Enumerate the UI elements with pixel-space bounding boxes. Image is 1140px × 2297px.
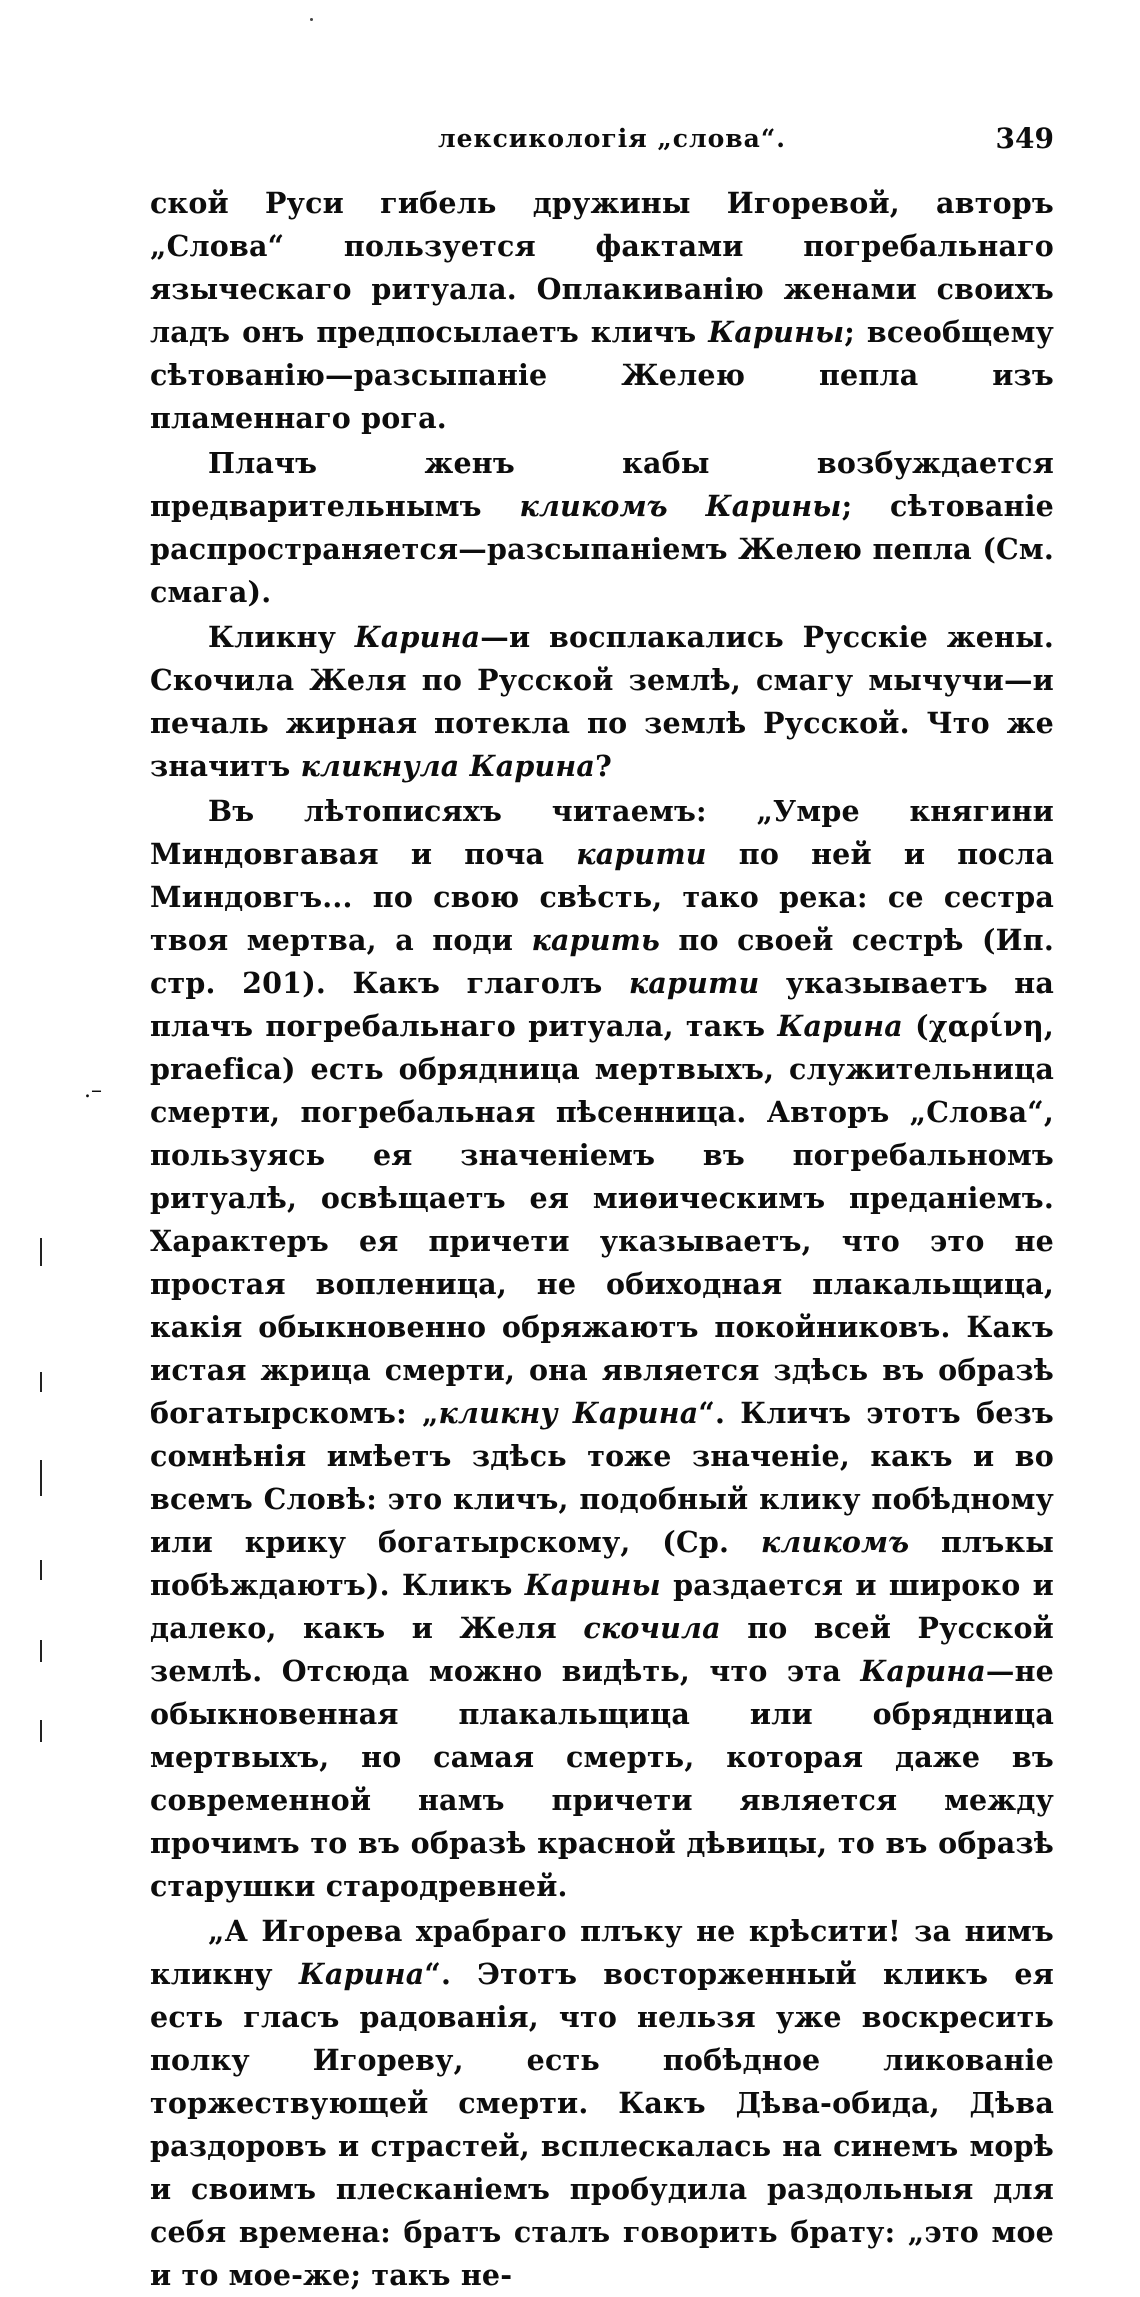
italic-term: Карины	[524, 1568, 661, 1602]
italic-term: кликомъ	[760, 1525, 910, 1559]
paragraph	[150, 790, 1054, 1908]
binding-mark	[40, 1460, 42, 1496]
binding-mark	[40, 1238, 42, 1266]
italic-term: кликну Карина	[438, 1396, 699, 1430]
text-run: —не обыкновенная плакальщица или обрядница мертвыхъ, но самая смерть, которая даже въ современной намъ причети является между прочимъ то въ образѣ красной дѣвицы, то въ образѣ старушки стародревней.	[150, 1654, 1054, 1903]
text-run: указываетъ на плачъ погребальнаго ритуала, такъ	[150, 966, 1054, 1043]
text-run: ской Руси гибель дружины Игоревой, авторъ „Слова“ пользуется фактами погребальнаго языческаго ритуала. Оплакиванію женами своихъ ладъ онъ предпосылаетъ кличъ	[150, 186, 1054, 349]
italic-term: Карины	[708, 315, 845, 349]
text-run: по своей сестрѣ (Ип. стр. 201). Какъ глаголъ	[150, 923, 1054, 1000]
text-run: „А Игорева храбраго плъку не крѣсити! за нимъ кликну	[150, 1914, 1054, 1991]
text-run: “. Кличъ этотъ безъ сомнѣнія имѣетъ здѣсь тоже значеніе, какъ и во всемъ Словѣ: это кличъ, подобный клику побѣдному или крику богатырскому, (Ср.	[150, 1396, 1054, 1559]
page-number: 349	[995, 122, 1054, 155]
italic-term: Карина	[354, 620, 481, 654]
text-run: —и восплакались Русскіе жены. Скочила Желя по Русской землѣ, смагу мычучи—и печаль жирная потекла по землѣ Русской. Что же значитъ	[150, 620, 1054, 783]
text-run: ; сѣтованіе распространяется—разсыпаніемъ Желею пепла (См. смага).	[150, 489, 1055, 609]
text-run: по всей Русской землѣ. Отсюда можно видѣть, что эта	[150, 1611, 1055, 1688]
paragraph	[150, 616, 1054, 788]
text-run: Кликну	[208, 620, 355, 654]
italic-term: карить	[531, 923, 661, 957]
scan-speck	[310, 18, 313, 21]
italic-term: кликнула Карина	[300, 749, 596, 783]
italic-term: Карина	[777, 1009, 903, 1043]
page-header	[150, 118, 1054, 164]
italic-term: кликомъ Карины	[519, 489, 842, 523]
text-run: Плачъ женъ кабы возбуждается предварительнымъ	[150, 446, 1054, 523]
binding-mark	[40, 1372, 42, 1392]
italic-term: карити	[576, 837, 707, 871]
paragraph	[150, 1910, 1054, 2297]
text-run: (χαρίνη, praefica) есть обрядница мертвыхъ, служительница смерти, погребальная пѣсенница. Авторъ „Слова“, пользуясь ея значеніемъ въ погребальномъ ритуалѣ, освѣщаетъ ея миѳическимъ преданіемъ. Характеръ ея причети указываетъ, что это не простая вопленица, не обиходная плакальщица, какія обыкновенно обряжаютъ покойниковъ. Какъ истая жрица смерти, она является здѣсь въ образѣ богатырскомъ: „	[150, 1009, 1054, 1430]
italic-term: карити	[628, 966, 760, 1000]
italic-term: скочила	[583, 1611, 721, 1645]
book-page	[150, 118, 1054, 2297]
binding-mark	[40, 1720, 42, 1742]
binding-mark	[40, 1560, 42, 1580]
running-head: лексикологія „слова“.	[438, 124, 786, 153]
italic-term: Карина	[860, 1654, 986, 1688]
text-run: плъкы побѣждаютъ). Кликъ	[150, 1525, 1054, 1602]
text-run: ?	[595, 749, 612, 783]
text-run: по ней и посла Миндовгъ... по свою свѣсть, тако река: се сестра твоя мертва, а поди	[150, 837, 1054, 957]
margin-mark: .–	[84, 1078, 102, 1103]
text-run: Въ лѣтописяхъ читаемъ: „Умре княгини Миндовгавая и поча	[150, 794, 1054, 871]
italic-term: Карина	[298, 1957, 425, 1991]
text-run: раздается и широко и далеко, какъ и Желя	[150, 1568, 1054, 1645]
text-run: “. Этотъ восторженный кликъ ея есть гласъ радованія, что нельзя уже воскресить полку Игореву, есть побѣдное ликованіе торжествующей смерти. Какъ Дѣва-обида, Дѣва раздоровъ и страстей, всплескалась на синемъ морѣ и своимъ плесканіемъ пробудила раздольныя для себя времена: братъ сталъ говорить брату: „это мое и то мое-же; такъ не-	[150, 1957, 1054, 2292]
binding-mark	[40, 1640, 42, 1662]
body-text	[150, 182, 1054, 2297]
text-run: ; всеобщему сѣтованію—разсыпаніе Желею пепла изъ пламеннаго рога.	[150, 315, 1054, 435]
paragraph	[150, 182, 1054, 440]
paragraph	[150, 442, 1054, 614]
